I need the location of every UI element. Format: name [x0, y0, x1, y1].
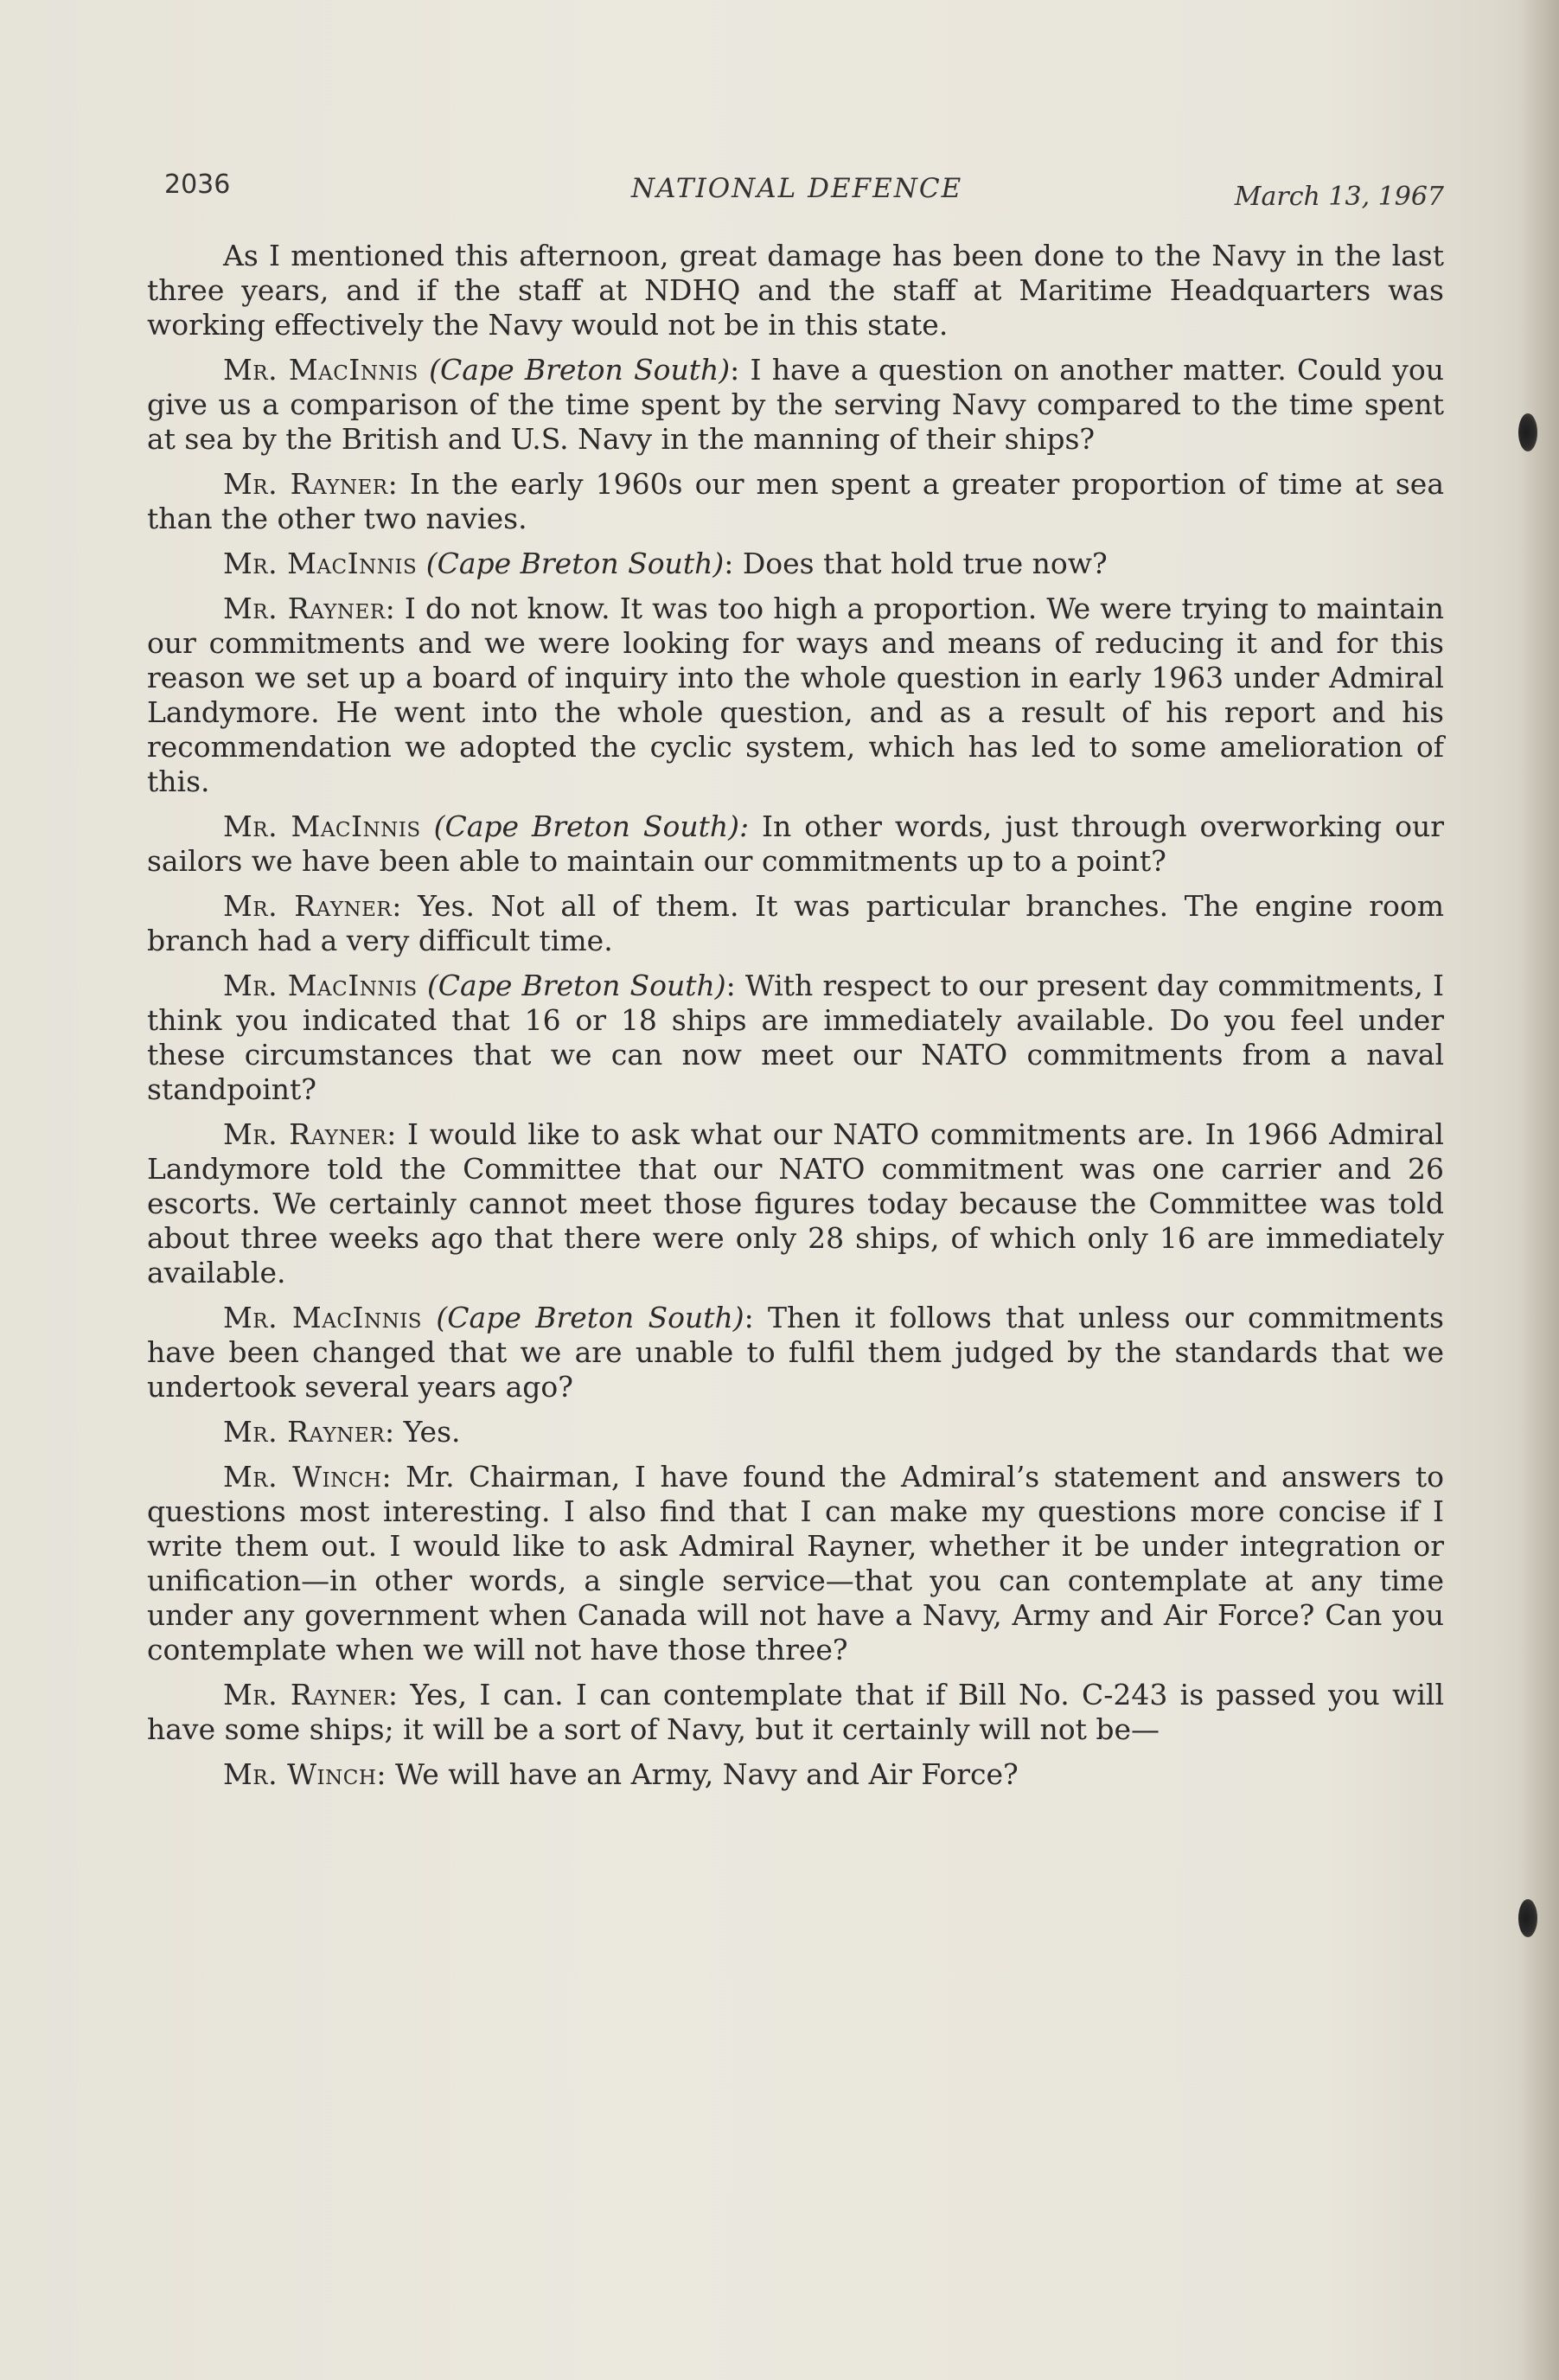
paragraph-text: : In the early 1960s our men spent a greater proportion of time at sea than the other two navies.	[147, 467, 1444, 535]
running-title: NATIONAL DEFENCE	[631, 173, 963, 204]
paragraph	[147, 1117, 1444, 1290]
page-edge-shadow	[1519, 0, 1559, 2380]
speaker-name: Mr. Rayner	[223, 1117, 387, 1151]
header-date: March 13, 1967	[1234, 182, 1444, 212]
paragraph	[147, 809, 1444, 879]
paragraph	[147, 467, 1444, 536]
transcript-body	[147, 239, 1444, 1802]
speaker-name: Mr. MacInnis	[223, 353, 419, 387]
paragraph-text: : I have a question on another matter. Could you give us a comparison of the time spent by the serving Navy compared to the time spent at sea by the British and U.S. Navy in the manning of their ships?	[147, 353, 1444, 456]
paragraph	[147, 969, 1444, 1107]
speaker-name: Mr. MacInnis	[223, 809, 421, 843]
speaker-name: Mr. Rayner	[223, 467, 388, 501]
riding-name: (Cape Breton South)	[425, 547, 725, 580]
paragraph	[147, 239, 1444, 342]
paragraph-text: : Yes. Not all of them. It was particular branches. The engine room branch had a very difficult time.	[147, 889, 1445, 957]
paragraph-text: : With respect to our present day commitments, I think you indicated that 16 or 18 ships are immediately available. Do you feel under these circumstances that we can now meet our NATO commitments from a naval standpoint?	[147, 969, 1444, 1106]
speaker-name: Mr. Winch	[223, 1757, 377, 1791]
paragraph-text: As I mentioned this afternoon, great damage has been done to the Navy in the last three years, and if the staff at NDHQ and the staff at Maritime Headquarters was working effectively the Navy would not be in this state.	[147, 239, 1444, 342]
speaker-name: Mr. Rayner	[223, 1415, 386, 1449]
paragraph	[147, 1678, 1444, 1747]
paragraph	[147, 1415, 1444, 1449]
paragraph	[147, 1301, 1444, 1404]
paragraph-text: : We will have an Army, Navy and Air Force?	[376, 1757, 1019, 1791]
speaker-name: Mr. Winch	[223, 1460, 382, 1494]
riding-name: (Cape Breton South)	[429, 353, 731, 387]
paragraph-text: : Then it follows that unless our commitments have been changed that we are unable to fulfil them judged by the standards that we undertook several years ago?	[147, 1301, 1444, 1404]
riding-name: (Cape Breton South)	[426, 969, 726, 1002]
paragraph	[147, 1757, 1444, 1792]
speaker-name: Mr. MacInnis	[223, 1301, 423, 1334]
paragraph	[147, 547, 1444, 581]
paragraph-text: : Mr. Chairman, I have found the Admiral’s statement and answers to questions most interesting. I also find that I can make my questions more concise if I write them out. I would like to ask Admiral Rayner, whether it be under integration or unification—in other words, a single service—that you can contemplate at any time under any government when Canada will not have a Navy, Army and Air Force? Can you contemplate when we will not have those three?	[147, 1460, 1444, 1667]
paragraph	[147, 592, 1444, 799]
binder-hole-top	[1518, 413, 1537, 451]
paragraph-text: : I do not know. It was too high a proportion. We were trying to maintain our commitments and we were looking for ways and means of reducing it and for this reason we set up a board of inquiry into the whole question in early 1963 under Admiral Landymore. He went into the whole question, and as a result of his report and his recommendation we adopted the cyclic system, which has led to some amelioration of this.	[147, 592, 1444, 798]
binder-hole-bottom	[1518, 1899, 1537, 1937]
paragraph	[147, 889, 1444, 958]
speaker-name: Mr. MacInnis	[223, 969, 418, 1002]
paragraph-text: : Yes, I can. I can contemplate that if Bill No. C-243 is passed you will have some ships; it will be a sort of Navy, but it certainly will not be—	[147, 1678, 1444, 1746]
page-header	[164, 170, 1444, 213]
page-number: 2036	[164, 170, 231, 200]
speaker-name: Mr. Rayner	[223, 889, 393, 923]
speaker-name: Mr. Rayner	[223, 1678, 388, 1711]
riding-name: (Cape Breton South)	[436, 1301, 744, 1334]
riding-name: (Cape Breton South):	[433, 809, 750, 843]
speaker-name: Mr. MacInnis	[223, 547, 418, 580]
paragraph-text: : Does that hold true now?	[724, 547, 1108, 580]
paragraph-text: In other words, just through overworking our sailors we have been able to maintain our commitments up to a point?	[147, 809, 1444, 878]
paragraph-text: : I would like to ask what our NATO commitments are. In 1966 Admiral Landymore told the Committee that our NATO commitment was one carrier and 26 escorts. We certainly cannot meet those figures today because the Committee was told about three weeks ago that there were only 28 ships, of which only 16 are immediately available.	[147, 1117, 1444, 1289]
paragraph	[147, 1460, 1444, 1667]
paragraph-text: : Yes.	[385, 1415, 461, 1449]
speaker-name: Mr. Rayner	[223, 592, 386, 625]
paragraph	[147, 353, 1444, 457]
